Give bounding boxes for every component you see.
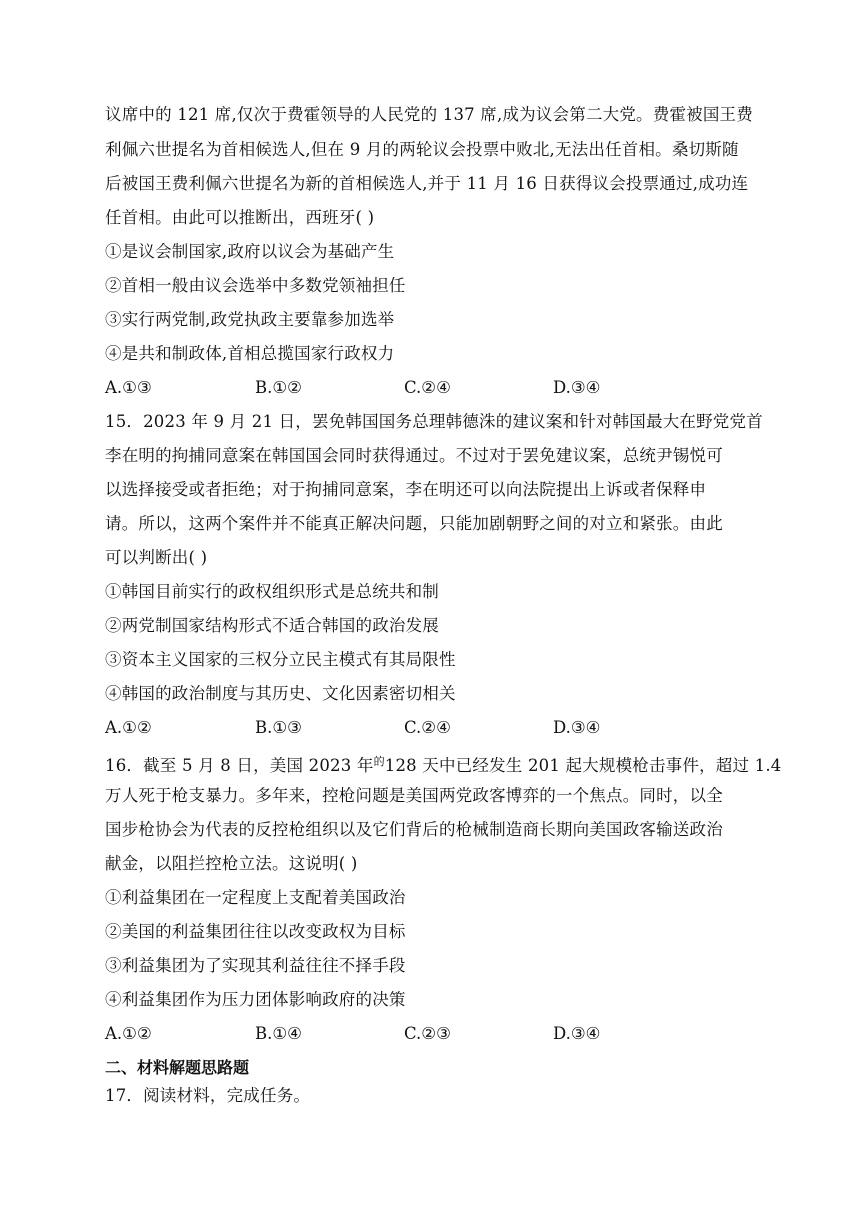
q16-option-d: D.③④: [553, 1024, 601, 1043]
q15-text-line: 可以判断出( ): [105, 548, 208, 567]
section-heading: 二、材料解题思路题: [105, 1058, 250, 1077]
q14-text-line: 利佩六世提名为首相候选人,但在 9 月的两轮议会投票中败北,无法出任首相。桑切斯随: [105, 140, 739, 159]
q14-item: ①是议会制国家,政府以议会为基础产生: [105, 242, 395, 261]
q15-option-d: D.③④: [553, 718, 601, 737]
q15-option-c: C.②④: [404, 718, 451, 737]
q16-text-part: 128 天中已经发生 201 起大规模枪击事件，超过 1.4: [384, 756, 782, 775]
q16-superscript: 的: [373, 755, 385, 768]
q14-option-a: A.①③: [105, 378, 152, 397]
q14-option-b: B.①②: [255, 378, 302, 397]
q14-option-c: C.②④: [404, 378, 451, 397]
q16-option-a: A.①②: [105, 1024, 152, 1043]
q16-text-line: 国步枪协会为代表的反控枪组织以及它们背后的枪械制造商长期向美国政客输送政治: [105, 820, 723, 839]
q16-text-line: 万人死于枪支暴力。多年来，控枪问题是美国两党政客博弈的一个焦点。同时，以全: [105, 786, 723, 805]
q16-item: ①利益集团在一定程度上支配着美国政治: [105, 888, 406, 907]
q16-item: ②美国的利益集团往往以改变政权为目标: [105, 922, 406, 941]
q16-item: ③利益集团为了实现其利益往往不择手段: [105, 956, 406, 975]
q15-option-a: A.①②: [105, 718, 152, 737]
q16-text-line: 献金，以阻拦控枪立法。这说明( ): [105, 854, 358, 873]
q16-item: ④利益集团作为压力团体影响政府的决策: [105, 990, 406, 1009]
q16-text-part: 16．截至 5 月 8 日，美国 2023 年: [105, 756, 374, 775]
q15-item: ②两党制国家结构形式不适合韩国的政治发展: [105, 616, 439, 635]
q15-option-b: B.①③: [255, 718, 302, 737]
q14-option-d: D.③④: [553, 378, 601, 397]
q16-option-b: B.①④: [255, 1024, 302, 1043]
q14-item: ②首相一般由议会选举中多数党领袖担任: [105, 276, 406, 295]
q15-text-line: 15．2023 年 9 月 21 日，罢免韩国国务总理韩德洙的建议案和针对韩国最大在野党党首: [105, 412, 763, 431]
q16-option-c: C.②③: [404, 1024, 451, 1043]
q14-text-line: 任首相。由此可以推断出，西班牙( ): [105, 208, 375, 227]
q14-text-line: 议席中的 121 席,仅次于费霍领导的人民党的 137 席,成为议会第二大党。费霍被国王费: [105, 105, 753, 124]
q15-text-line: 李在明的拘捕同意案在韩国国会同时获得通过。不过对于罢免建议案，总统尹锡悦可: [105, 446, 723, 465]
q15-item: ③资本主义国家的三权分立民主模式有其局限性: [105, 650, 456, 669]
q14-item: ③实行两党制,政党执政主要靠参加选举: [105, 310, 395, 329]
q16-text-line: [105, 752, 781, 776]
q15-item: ④韩国的政治制度与其历史、文化因素密切相关: [105, 684, 456, 703]
q14-item: ④是共和制政体,首相总揽国家行政权力: [105, 344, 395, 363]
q14-text-line: 后被国王费利佩六世提名为新的首相候选人,并于 11 月 16 日获得议会投票通过,成功连: [105, 174, 749, 193]
q15-item: ①韩国目前实行的政权组织形式是总统共和制: [105, 582, 439, 601]
q17-text-line: 17．阅读材料，完成任务。: [105, 1086, 311, 1105]
q15-text-line: 以选择接受或者拒绝；对于拘捕同意案，李在明还可以向法院提出上诉或者保释申: [105, 480, 707, 499]
q15-text-line: 请。所以，这两个案件并不能真正解决问题，只能加剧朝野之间的对立和紧张。由此: [105, 514, 723, 533]
